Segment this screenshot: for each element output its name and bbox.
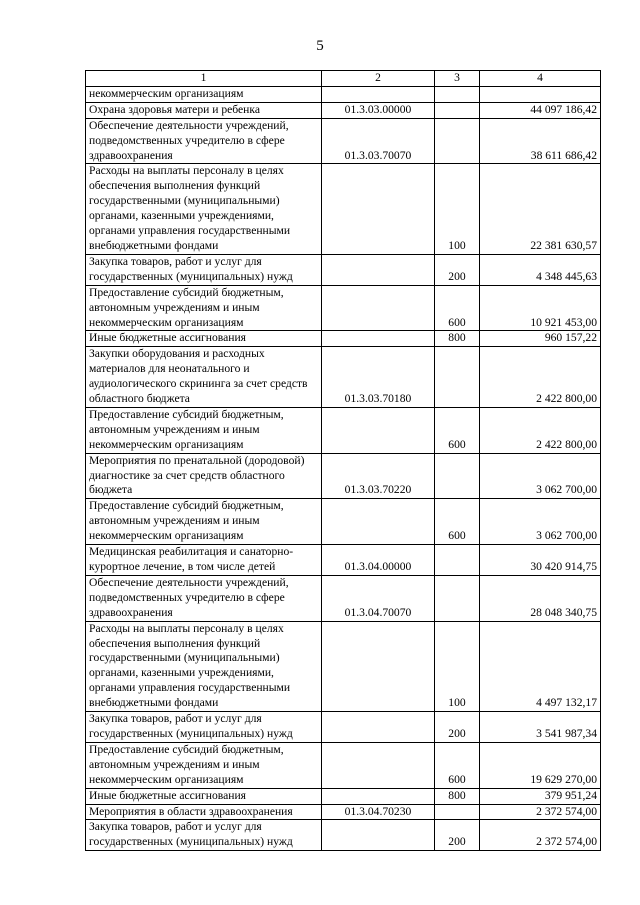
row-code (322, 86, 435, 102)
row-name: Мероприятия в области здравоохранения (86, 804, 322, 820)
row-type (435, 86, 480, 102)
row-type (435, 347, 480, 408)
row-type: 100 (435, 621, 480, 711)
row-type: 200 (435, 254, 480, 285)
row-amount: 19 629 270,00 (480, 742, 601, 788)
row-type: 600 (435, 499, 480, 545)
row-amount: 379 951,24 (480, 788, 601, 804)
row-code (322, 788, 435, 804)
header-cell-1: 1 (86, 71, 322, 87)
row-code: 01.3.03.70220 (322, 453, 435, 499)
table-row (86, 788, 601, 804)
row-amount: 960 157,22 (480, 331, 601, 347)
row-name: Расходы на выплаты персоналу в целях обеспечения выполнения функций государственными (муниципальными) органами, казенными учреждениями, органами управления государственными внебюджетными фондами (86, 621, 322, 711)
table-row (86, 820, 601, 851)
row-name: Закупки оборудования и расходных материалов для неонатального и аудиологического скрининга за счет средств областного бюджета (86, 347, 322, 408)
row-name: Закупка товаров, работ и услуг для государственных (муниципальных) нужд (86, 712, 322, 743)
row-code: 01.3.04.70230 (322, 804, 435, 820)
row-amount: 44 097 186,42 (480, 102, 601, 118)
row-type (435, 804, 480, 820)
row-name: Предоставление субсидий бюджетным, автономным учреждениям и иным некоммерческим организациям (86, 407, 322, 453)
header-cell-4: 4 (480, 71, 601, 87)
row-code (322, 820, 435, 851)
row-amount: 3 062 700,00 (480, 499, 601, 545)
row-name: Закупка товаров, работ и услуг для государственных (муниципальных) нужд (86, 820, 322, 851)
row-amount: 28 048 340,75 (480, 575, 601, 621)
row-code (322, 331, 435, 347)
row-amount: 10 921 453,00 (480, 285, 601, 331)
row-name: Иные бюджетные ассигнования (86, 788, 322, 804)
table-row (86, 545, 601, 576)
table-row (86, 102, 601, 118)
row-code (322, 254, 435, 285)
table-row (86, 621, 601, 711)
table-row (86, 164, 601, 254)
row-type: 100 (435, 164, 480, 254)
row-name: Расходы на выплаты персоналу в целях обеспечения выполнения функций государственными (муниципальными) органами, казенными учреждениями, органами управления государственными внебюджетными фондами (86, 164, 322, 254)
table-row (86, 254, 601, 285)
row-type: 200 (435, 712, 480, 743)
row-amount: 2 422 800,00 (480, 407, 601, 453)
row-code (322, 499, 435, 545)
row-code: 01.3.03.70180 (322, 347, 435, 408)
row-type: 600 (435, 742, 480, 788)
header-cell-2: 2 (322, 71, 435, 87)
row-name: некоммерческим организациям (86, 86, 322, 102)
table-row (86, 347, 601, 408)
row-code (322, 712, 435, 743)
table-row (86, 407, 601, 453)
row-type (435, 118, 480, 164)
row-code: 01.3.04.70070 (322, 575, 435, 621)
row-type (435, 102, 480, 118)
row-type: 600 (435, 407, 480, 453)
row-name: Охрана здоровья матери и ребенка (86, 102, 322, 118)
row-type: 800 (435, 331, 480, 347)
row-amount: 2 372 574,00 (480, 820, 601, 851)
row-name: Обеспечение деятельности учреждений, подведомственных учредителю в сфере здравоохранения (86, 118, 322, 164)
row-code (322, 407, 435, 453)
row-type (435, 575, 480, 621)
table-row (86, 118, 601, 164)
row-amount (480, 86, 601, 102)
table-row (86, 331, 601, 347)
table-row (86, 742, 601, 788)
row-code: 01.3.04.00000 (322, 545, 435, 576)
row-amount: 3 062 700,00 (480, 453, 601, 499)
row-code (322, 164, 435, 254)
row-type: 600 (435, 285, 480, 331)
row-code (322, 621, 435, 711)
row-name: Предоставление субсидий бюджетным, автономным учреждениям и иным некоммерческим организациям (86, 742, 322, 788)
row-code: 01.3.03.70070 (322, 118, 435, 164)
row-amount: 2 372 574,00 (480, 804, 601, 820)
row-name: Обеспечение деятельности учреждений, подведомственных учредителю в сфере здравоохранения (86, 575, 322, 621)
row-type: 200 (435, 820, 480, 851)
row-code: 01.3.03.00000 (322, 102, 435, 118)
table-row (86, 575, 601, 621)
row-amount: 4 497 132,17 (480, 621, 601, 711)
table-header-row (86, 71, 601, 87)
table-row (86, 285, 601, 331)
table-row (86, 86, 601, 102)
row-code (322, 742, 435, 788)
row-type (435, 453, 480, 499)
row-name: Мероприятия по пренатальной (дородовой) диагностике за счет средств областного бюджета (86, 453, 322, 499)
row-name: Иные бюджетные ассигнования (86, 331, 322, 347)
row-amount: 22 381 630,57 (480, 164, 601, 254)
table-row (86, 499, 601, 545)
table-row (86, 804, 601, 820)
row-type: 800 (435, 788, 480, 804)
row-name: Закупка товаров, работ и услуг для государственных (муниципальных) нужд (86, 254, 322, 285)
row-amount: 4 348 445,63 (480, 254, 601, 285)
row-amount: 2 422 800,00 (480, 347, 601, 408)
row-amount: 3 541 987,34 (480, 712, 601, 743)
row-name: Предоставление субсидий бюджетным, автономным учреждениям и иным некоммерческим организациям (86, 499, 322, 545)
row-amount: 38 611 686,42 (480, 118, 601, 164)
row-name: Предоставление субсидий бюджетным, автономным учреждениям и иным некоммерческим организациям (86, 285, 322, 331)
row-type (435, 545, 480, 576)
row-name: Медицинская реабилитация и санаторно-курортное лечение, в том числе детей (86, 545, 322, 576)
row-amount: 30 420 914,75 (480, 545, 601, 576)
row-code (322, 285, 435, 331)
page-number: 5 (316, 38, 324, 54)
header-cell-3: 3 (435, 71, 480, 87)
table-row (86, 453, 601, 499)
table-row (86, 712, 601, 743)
budget-table (85, 70, 601, 851)
